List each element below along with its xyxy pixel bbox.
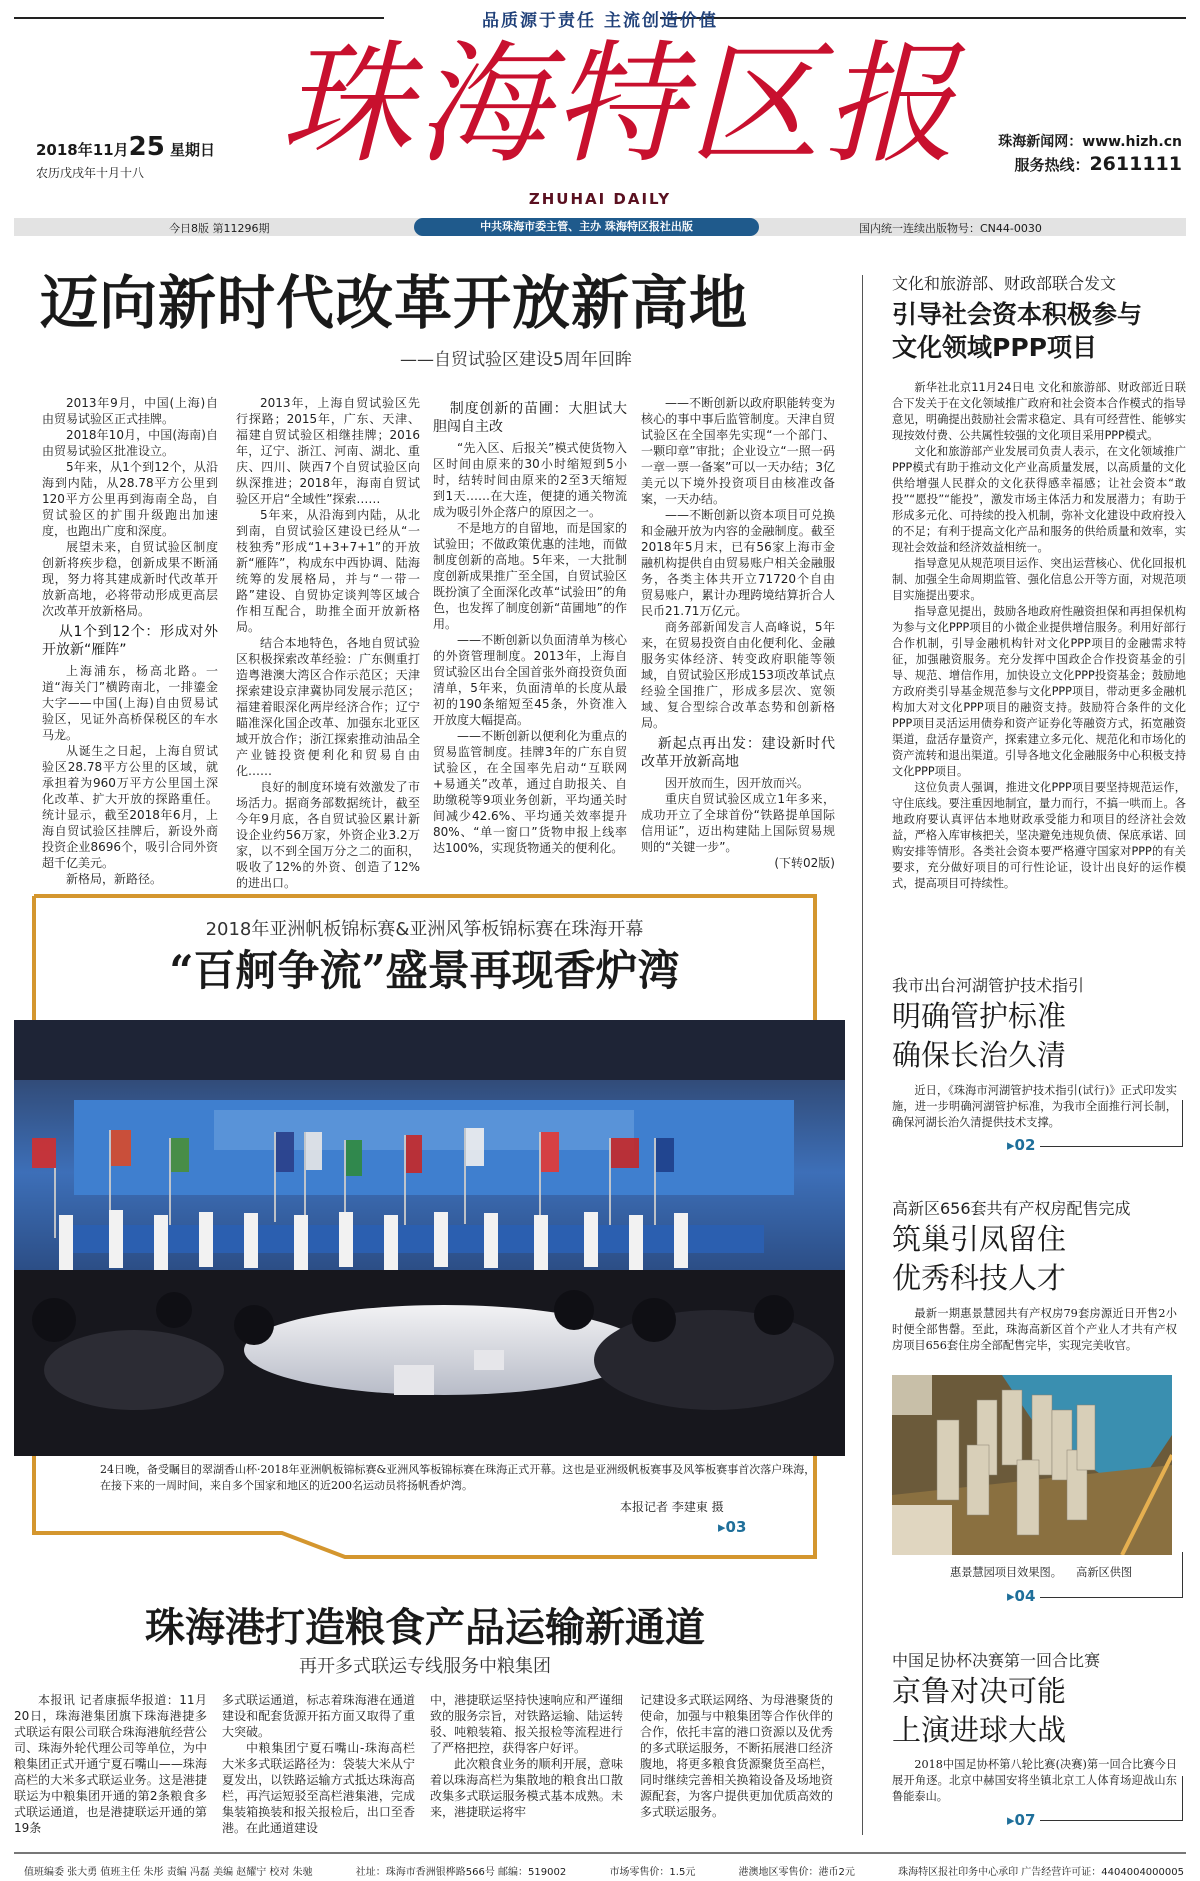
paragraph: (下转02版)	[774, 856, 835, 870]
masthead-logo: 珠海特区报	[280, 28, 960, 182]
hotline	[1014, 153, 1182, 175]
date-month: 2018年11月	[36, 141, 129, 159]
rule	[1040, 1597, 1183, 1598]
weekday: 星期日	[170, 141, 216, 159]
paragraph: ——不断创新以政府职能转变为核心的事中事后监管制度。天津自贸试验区在全国率先实现“一个部门、一颗印章”审批；企业设立“一照一码一章一票一备案”可以一天办结；3亿美元以下境外投资项目由核准改备案，一天办结。	[641, 396, 835, 506]
footer-printer: 珠海特区报社印务中心承印 广告经营许可证：4404004000005	[898, 1867, 1184, 1878]
issue-date	[36, 132, 215, 162]
paragraph: 记建设多式联运网络、为母港聚货的使命，加强与中粮集团等合作伙伴的合作，依托丰富的港口资源以及优秀的多式联运服务，不断拓展港口经济腹地，将更多粮食货源聚货至高栏，同时继续完善相关换箱设备及场地资源配套，为客户提供更加优质高效的多式联运服务。	[640, 1693, 833, 1819]
date-day: 25	[128, 132, 165, 162]
football-kicker: 中国足协杯决赛第一回合比赛	[892, 1651, 1101, 1670]
paragraph: 5年来，从1个到12个，从沿海到内陆，从28.78平方公里到120平方公里再到海南全岛，自贸试验区的扩围升级跑出加速度，也跑出广度和深度。	[42, 460, 218, 538]
port-column	[222, 1692, 415, 1836]
page-ref-number: 02	[1014, 1136, 1036, 1154]
port-column	[14, 1692, 207, 1836]
photo-credit: 本报记者 李建東 摄	[620, 1500, 724, 1514]
housing-rendering-image	[892, 1375, 1172, 1555]
paragraph: 因开放而生，因开放而兴。	[665, 776, 810, 790]
paragraph: ——不断创新以负面清单为核心的外资管理制度。2013年，上海自贸试验区出台全国首张外商投资负面清单，5年来，负面清单的长度从最初的190条缩短至45条，外资准入开放度大幅提高。	[433, 633, 627, 727]
regatta-headline: “百舸争流”盛景再现香炉湾	[169, 946, 680, 995]
masthead-english-title: ZHUHAI DAILY	[528, 190, 672, 208]
ppp-headline: 文化领域PPP项目	[892, 333, 1097, 362]
paragraph: 5年来，从沿海到内陆，从北到南，自贸试验区建设已经从“一枝独秀”形成“1+3+7+1”的开放新“雁阵”，构成东中西协调、陆海统筹的发展格局，并与“一带一路”建设、自贸协定谈判等区域合作相互配合，助推全面开放新格局。	[236, 508, 420, 634]
section-subheading: 制度创新的苗圃：大胆试大胆闯自主改	[433, 401, 627, 435]
paragraph: 指导意见从规范项目运作、突出运营核心、优化回报机制、加强全生命周期监管、强化信息公开等方面，对规范项目实施提出要求。	[892, 557, 1186, 602]
footer-price: 市场零售价：1.5元	[609, 1867, 696, 1878]
footer-staff: 值班编委 张大勇 值班主任 朱彤 责编 冯磊 美编 赵耀宁 校对 朱驰	[24, 1867, 313, 1878]
football-body	[892, 1757, 1177, 1805]
column-divider	[862, 275, 863, 1835]
rule	[1040, 1820, 1183, 1821]
lead-column	[433, 396, 627, 856]
paragraph: 不是地方的自留地，而是国家的试验田；不做政策优惠的洼地，而做制度创新的高地。5年来，一大批制度创新成果推广至全国，自贸试验区既扮演了全面深化改革“试验田”的角色，也发挥了制度创新“苗圃地”的作用。	[433, 521, 627, 631]
caption-credit: 高新区供图	[1076, 1566, 1133, 1579]
page-ref-number: 03	[725, 1518, 747, 1536]
port-subhead: 再开多式联运专线服务中粮集团	[299, 1656, 551, 1677]
housing-body-text: 最新一期惠景慧园共有产权房79套房源近日开售2小时便全部售罄。至此，珠海高新区首个产业人才共有产权房项目656套住房全部配售完毕，实现完美收官。	[892, 1307, 1177, 1352]
port-column	[430, 1692, 623, 1820]
footer	[24, 1863, 1184, 1878]
paragraph: 上海浦东，杨高北路。一道“海关门”横跨南北，一排鎏金大字——中国(上海)自由贸易试验区，见证外高桥保税区的车水马龙。	[42, 664, 218, 742]
page-ref-number: 07	[1014, 1811, 1036, 1829]
rule	[1182, 1776, 1183, 1820]
ppp-body	[892, 380, 1186, 892]
rule	[1182, 1552, 1183, 1597]
football-headline: 上演进球大战	[892, 1713, 1067, 1747]
river-body	[892, 1083, 1177, 1131]
paragraph: 结合本地特色，各地自贸试验区积极探索改革经验：广东侧重打造粤港澳大湾区合作示范区；天津探索建设京津冀协同发展示范区；福建着眼深化两岸经济合作；辽宁瞄准深化国企改革、加强东北亚区域开放合作；浙江探索推动油品全产业链投资便利化和贸易自由化……	[236, 636, 420, 778]
page-ref-link[interactable]: ▸03	[718, 1518, 747, 1536]
paragraph: 从诞生之日起，上海自贸试验区28.78平方公里的区域，就承担着为960万平方公里国土深化改革、扩大开放的探路重任。统计显示，截至2018年6月，上海自贸试验区挂牌后，新设外商投资企业8696个，吸引合同外资超千亿美元。	[42, 744, 218, 870]
publisher-badge: 中共珠海市委主管、主办 珠海特区报社出版	[414, 218, 759, 236]
paragraph: “先入区、后报关”模式使货物入区时间由原来的30小时缩短到5小时，结转时间由原来的2至3天缩短到1天……在大连，便捷的通关物流成为吸引外企落户的原因之一。	[433, 441, 627, 519]
page-ref-link[interactable]: ▸07	[1007, 1811, 1036, 1829]
rule	[1040, 1146, 1183, 1147]
river-headline: 明确管护标准	[892, 999, 1067, 1033]
regatta-kicker: 2018年亚洲帆板锦标赛&亚洲风筝板锦标赛在珠海开幕	[205, 919, 644, 940]
issn: 国内统一连续出版物号：CN44-0030	[859, 222, 1042, 235]
football-body-text: 2018中国足协杯第八轮比赛(决赛)第一回合比赛今日展开角逐。北京中赫国安将坐镇北京工人体育场迎战山东鲁能泰山。	[892, 1758, 1177, 1803]
footer-rule	[14, 1852, 1186, 1854]
lead-column	[641, 395, 835, 871]
edition-info: 今日8版 第11296期	[169, 222, 270, 235]
housing-caption	[950, 1565, 1180, 1581]
paragraph: 多式联运通道，标志着珠海港在通道建设和配套货源开拓方面又取得了重大突破。	[222, 1693, 415, 1739]
photo-caption: 24日晚，备受瞩目的翠湖香山杯·2018年亚洲帆板锦标赛&亚洲风筝板锦标赛在珠海正式开幕。这也是亚洲级帆板赛事及风筝板赛事首次落户珠海，在接下来的一周时间，来自多个国家和地区的近200名运动员将扬帆香炉湾。	[100, 1463, 816, 1492]
paragraph: 中，港捷联运坚持快速响应和严谨细致的服务宗旨，对铁路运输、陆运转驳、吨粮装箱、报关报检等流程进行了严格把控，获得客户好评。	[430, 1693, 623, 1755]
footer-address: 社址：珠海市香洲银桦路566号 邮编：519002	[355, 1867, 567, 1878]
page-ref-number: 04	[1014, 1587, 1036, 1605]
river-body-text: 近日，《珠海市河湖管护技术指引(试行)》正式印发实施，进一步明确河湖管护标准，为我市全面推行河长制，确保河湖长治久清提供技术支撑。	[892, 1084, 1177, 1129]
lunar-date: 农历戊戌年十月十八	[36, 166, 145, 180]
page-ref-link[interactable]: ▸04	[1007, 1587, 1036, 1605]
section-subheading: 新起点再出发：建设新时代改革开放新高地	[641, 736, 835, 770]
masthead-slogan: 品质源于责任 主流创造价值	[482, 11, 718, 31]
paragraph: 2013年9月，中国(上海)自由贸易试验区正式挂牌。	[42, 396, 218, 426]
lead-column	[236, 395, 420, 891]
paragraph: 文化和旅游部产业发展司负责人表示，在文化领域推广PPP模式有助于推动文化产业高质量发展，以高质量的文化供给增强人民群众的文化获得感幸福感；让社会资本“敢投”“愿投”“能投”，激发市场主体活力和发展潜力；有助于形成多元化、可持续的投入机制，弥补文化建设中政府投入的不足；有利于提高文化产品和服务的供给质量和效率，实现社会效益和经济效益相统一。	[892, 445, 1186, 554]
lead-headline: 迈向新时代改革开放新高地	[40, 269, 749, 337]
paragraph: 良好的制度环境有效激发了市场活力。据商务部数据统计，截至今年9月底，各自贸试验区累计新设企业约56万家，外资企业3.2万家，以不到全国万分之二的面积，吸收了12%的外资、创造了12%的进出口。	[236, 780, 420, 890]
housing-kicker: 高新区656套共有产权房配售完成	[892, 1199, 1131, 1218]
paragraph: 重庆自贸试验区成立1年多来，成功开立了全球首份“铁路提单国际信用证”，迈出构建陆上国际贸易规则的“关键一步”。	[641, 792, 835, 854]
paragraph: 2018年10月，中国(海南)自由贸易试验区批准设立。	[42, 428, 218, 458]
football-headline: 京鲁对决可能	[892, 1674, 1067, 1708]
paragraph: 新格局，新路径。	[66, 872, 163, 886]
port-headline: 珠海港打造粮食产品运输新通道	[145, 1604, 705, 1651]
lead-column	[42, 395, 218, 887]
housing-body	[892, 1306, 1177, 1354]
footer-hk-price: 港澳地区零售价：港币2元	[738, 1867, 855, 1878]
river-headline: 确保长治久清	[892, 1038, 1067, 1072]
info-bar	[14, 218, 1186, 236]
paragraph: 新华社北京11月24日电 文化和旅游部、财政部近日联合下发关于在文化领域推广政府和社会资本合作模式的指导意见，明确提出鼓励社会需求稳定、具有可经营性、能够实现按效付费、公共属性较强的文化项目采用PPP模式。	[892, 381, 1186, 442]
section-subheading: 从1个到12个：形成对外开放新“雁阵”	[42, 624, 218, 658]
paragraph: 展望未来，自贸试验区制度创新将疾步稳，创新成果不断涌现，努力将其建成新时代改革开放新高地，必将带动形成更高层次改革开放新格局。	[42, 540, 218, 618]
paragraph: ——不断创新以资本项目可兑换和金融开放为内容的金融制度。截至2018年5月末，已有56家上海市金融机构提供自由贸易账户相关金融服务，各类主体共开立71720个自由贸易账户，累计办理跨境结算折合人民币21.71万亿元。	[641, 508, 835, 618]
paragraph: 此次粮食业务的顺利开展，意味着以珠海高栏为集散地的粮食出口散改集多式联运服务模式基本成熟。未来，港捷联运将牢	[430, 1757, 623, 1819]
paragraph: 商务部新闻发言人高峰说，5年来，在贸易投资自由化便利化、金融服务实体经济、转变政府职能等领域，自贸试验区形成153项改革试点经验全国推广，形成多层次、宽领域、复合型综合改革态势和创新格局。	[641, 620, 835, 730]
hotline-label: 服务热线：	[1014, 156, 1090, 174]
paragraph: 指导意见提出，鼓励各地政府性融资担保和再担保机构为参与文化PPP项目的小微企业提供增信服务。利用好部行合作机制，引导金融机构针对文化PPP项目的金融需求特征，加强融资服务。充分发挥中国政企合作投资基金的引导、规范、增信作用，加快设立文化PPP投资基金；鼓励地方政府类引导基金规范参与文化PPP项目，带动更多金融机构加大对文化PPP项目的融资支持。鼓励符合条件的文化PPP项目灵活运用债券和资产证券化等融资方式，拓宽融资渠道，盘活存量资产，探索建立多元化、规范化和市场化的资产流转和退出渠道。引导各地文化金融服务中心积极支持文化PPP项目。	[892, 605, 1186, 778]
lead-subhead: ——自贸试验区建设5周年回眸	[400, 350, 632, 370]
housing-headline: 筑巢引凤留住	[892, 1222, 1067, 1256]
paragraph: 这位负责人强调，推进文化PPP项目要坚持规范运作，守住底线。要注重因地制宜，量力而行，不搞一哄而上。各地政府要认真评估本地财政承受能力和项目的经济社会效益，严格入库审核把关，坚决避免违规负债、保底承诺、回购安排等情形。各类社会资本要严格遵守国家对PPP的有关要求，充分做好项目的可行性论证，设计出良好的运作模式，提高项目可持续性。	[892, 781, 1186, 890]
rule	[1182, 1100, 1183, 1147]
paragraph: 2013年，上海自贸试验区先行探路；2015年，广东、天津、福建自贸试验区相继挂牌；2016年，辽宁、浙江、河南、湖北、重庆、四川、陕西7个自贸试验区向纵深推进；2018年，海南自贸试验区开启“全域性”探索……	[236, 396, 420, 506]
ppp-kicker: 文化和旅游部、财政部联合发文	[892, 274, 1117, 293]
river-kicker: 我市出台河湖管护技术指引	[892, 976, 1085, 995]
website: 珠海新闻网：www.hizh.cn	[998, 134, 1182, 150]
caption-text: 惠景慧园项目效果图。	[950, 1566, 1062, 1579]
paragraph: 中粮集团宁夏石嘴山-珠海高栏大米多式联运路径为：袋装大米从宁夏发出，以铁路运输方式抵达珠海高栏，再汽运短驳至高栏港集港，完成集装箱换装和报关报检后，出口至香港。在此通道建设	[222, 1741, 415, 1835]
regatta-opening-photo	[14, 1020, 845, 1456]
housing-headline: 优秀科技人才	[892, 1261, 1067, 1295]
paragraph: 本报讯 记者康振华报道：11月20日，珠海港集团旗下珠海港捷多式联运有限公司联合珠海港航经营公司、珠海外轮代理公司等单位，为中粮集团正式开通宁夏石嘴山——珠海高栏的大米多式联运业务。这是港捷联运为中粮集团开通的第2条粮食多式联运通道，也是港捷联运开通的第19条	[14, 1693, 207, 1835]
paragraph: ——不断创新以便利化为重点的贸易监管制度。挂牌3年的广东自贸试验区，在全国率先启动“互联网+易通关”改革，通过自助报关、自助缴税等9项业务创新，平均通关时间减少42.6%、平均通关效率提升80%、“单一窗口”货物申报上线率达100%，实现货物通关的便利化。	[433, 729, 627, 855]
ppp-headline: 引导社会资本积极参与	[892, 300, 1143, 329]
hotline-number: 2611111	[1089, 153, 1182, 175]
port-column	[640, 1692, 833, 1820]
page-ref-link[interactable]: ▸02	[1007, 1136, 1036, 1154]
